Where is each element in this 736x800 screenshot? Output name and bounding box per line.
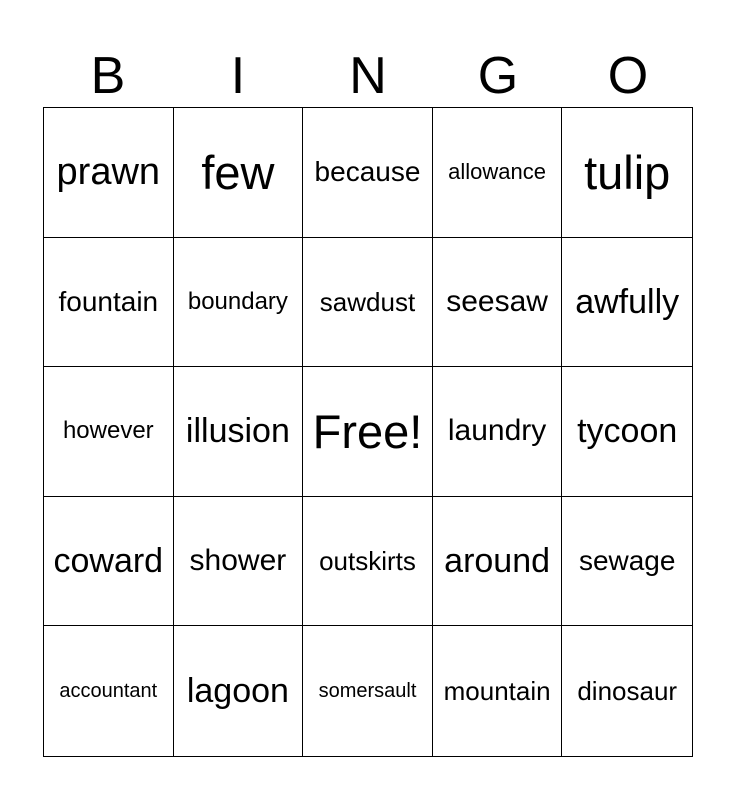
bingo-cell: sewage xyxy=(562,497,692,627)
header-letter-b: B xyxy=(90,47,126,105)
bingo-cell: around xyxy=(433,497,563,627)
bingo-cell: lagoon xyxy=(174,626,304,756)
bingo-cell: however xyxy=(44,367,174,497)
bingo-cell: tulip xyxy=(562,108,692,238)
bingo-cell: dinosaur xyxy=(577,676,678,707)
header-letter-i: I xyxy=(230,47,246,105)
bingo-cell: outskirts xyxy=(303,497,433,627)
bingo-cell: tycoon xyxy=(562,367,692,497)
bingo-cell: because xyxy=(303,108,433,238)
bingo-cell: illusion xyxy=(174,367,304,497)
bingo-cell: fountain xyxy=(44,238,174,368)
bingo-cell: somersault xyxy=(303,626,433,756)
bingo-cell: seesaw xyxy=(433,238,563,368)
bingo-cell: boundary xyxy=(174,238,304,368)
header-letter-o: O xyxy=(607,47,649,105)
bingo-cell: mountain xyxy=(433,626,563,756)
bingo-cell: coward xyxy=(44,497,174,627)
bingo-cell: laundry xyxy=(433,367,563,497)
bingo-cell: awfully xyxy=(562,238,692,368)
bingo-cell: accountant xyxy=(44,626,174,756)
bingo-cell: shower xyxy=(174,497,304,627)
bingo-header xyxy=(43,44,693,108)
bingo-cell: sawdust xyxy=(303,238,433,368)
bingo-board xyxy=(43,107,693,757)
header-letter-g: G xyxy=(477,47,519,105)
bingo-cell: allowance xyxy=(433,108,563,238)
free-space: Free! xyxy=(303,367,433,497)
bingo-cell: prawn xyxy=(44,108,174,238)
header-letter-n: N xyxy=(349,47,387,105)
bingo-cell: few xyxy=(174,108,304,238)
